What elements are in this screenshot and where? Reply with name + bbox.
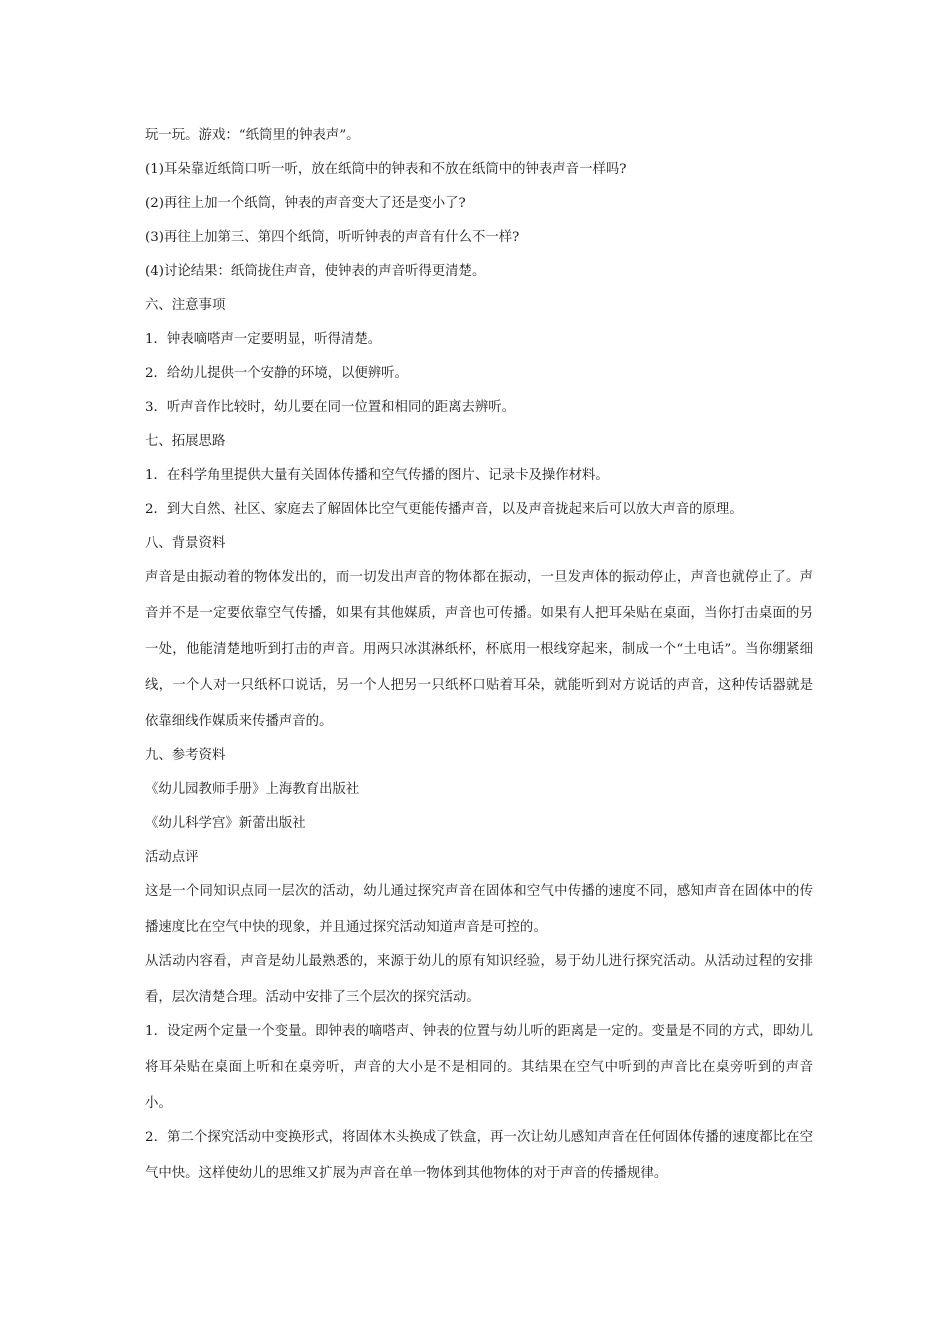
paragraph-background: 声音是由振动着的物体发出的，而一切发出声音的物体都在振动，一旦发声体的振动停止，声音也就停止了。声音并不是一定要依靠空气传播，如果有其他媒质，声音也可传播。如果有人把耳朵贴在桌面，当你打击桌面的另一处，他能清楚地听到打击的声音。用两只冰淇淋纸杯，杯底用一根线穿起来，制成一个“土电话”。当你绷紧细线，一个人对一只纸杯口说话，另一个人把另一只纸杯口贴着耳朵，就能听到对方说话的声音，这种传话器就是依靠细线作媒质来传播声音的。 bbox=[145, 570, 813, 729]
paragraph-step-3: (3)再往上加第三、第四个纸筒，听听钟表的声音有什么不一样? bbox=[145, 230, 520, 245]
paragraph-note-1: 1．钟表嘀嗒声一定要明显，听得清楚。 bbox=[145, 332, 382, 347]
paragraph-step-1: (1)耳朵靠近纸筒口听一听，放在纸筒中的钟表和不放在纸筒中的钟表声音一样吗? bbox=[145, 162, 627, 177]
paragraph-extension-1: 1．在科学角里提供大量有关固体传播和空气传播的图片、记录卡及操作材料。 bbox=[145, 468, 609, 483]
section-heading-notes: 六、注意事项 bbox=[145, 298, 226, 313]
paragraph-note-2: 2．给幼儿提供一个安静的环境，以便辨听。 bbox=[145, 366, 408, 381]
paragraph-reference-1: 《幼儿园教师手册》上海教育出版社 bbox=[145, 782, 360, 797]
document-body bbox=[145, 125, 813, 1197]
paragraph-review-3: 1．设定两个定量一个变量。即钟表的嘀嗒声、钟表的位置与幼儿听的距离是一定的。变量是不同的方式，即幼儿将耳朵贴在桌面上听和在桌旁听，声音的大小是不是相同的。其结果在空气中听到的声音比在桌旁听到的声音小。 bbox=[145, 1024, 813, 1111]
paragraph-review-1: 这是一个同知识点同一层次的活动，幼儿通过探究声音在固体和空气中传播的速度不同，感知声音在固体中的传播速度比在空气中快的现象，并且通过探究活动知道声音是可控的。 bbox=[145, 884, 813, 935]
paragraph-step-4: (4)讨论结果：纸筒拢住声音，使钟表的声音听得更清楚。 bbox=[145, 264, 486, 279]
paragraph-review-4: 2．第二个探究活动中变换形式，将固体木头换成了铁盒，再一次让幼儿感知声音在任何固体传播的速度都比在空气中快。这样使幼儿的思维又扩展为声音在单一物体到其他物体的对于声音的传播规律。 bbox=[145, 1130, 813, 1181]
paragraph-extension-2: 2．到大自然、社区、家庭去了解固体比空气更能传播声音，以及声音拢起来后可以放大声音的原理。 bbox=[145, 502, 743, 517]
paragraph-step-2: (2)再往上加一个纸筒，钟表的声音变大了还是变小了? bbox=[145, 196, 466, 211]
section-heading-review: 活动点评 bbox=[145, 850, 199, 865]
paragraph-game-intro: 玩一玩。游戏：“纸筒里的钟表声”。 bbox=[145, 128, 360, 143]
paragraph-reference-2: 《幼儿科学宫》新蕾出版社 bbox=[145, 816, 306, 831]
section-heading-extension: 七、拓展思路 bbox=[145, 434, 226, 449]
paragraph-note-3: 3．听声音作比较时，幼儿要在同一位置和相同的距离去辨听。 bbox=[145, 400, 516, 415]
paragraph-review-2: 从活动内容看，声音是幼儿最熟悉的，来源于幼儿的原有知识经验，易于幼儿进行探究活动。从活动过程的安排看，层次清楚合理。活动中安排了三个层次的探究活动。 bbox=[145, 954, 813, 1005]
section-heading-references: 九、参考资料 bbox=[145, 748, 226, 763]
section-heading-background: 八、背景资料 bbox=[145, 536, 226, 551]
